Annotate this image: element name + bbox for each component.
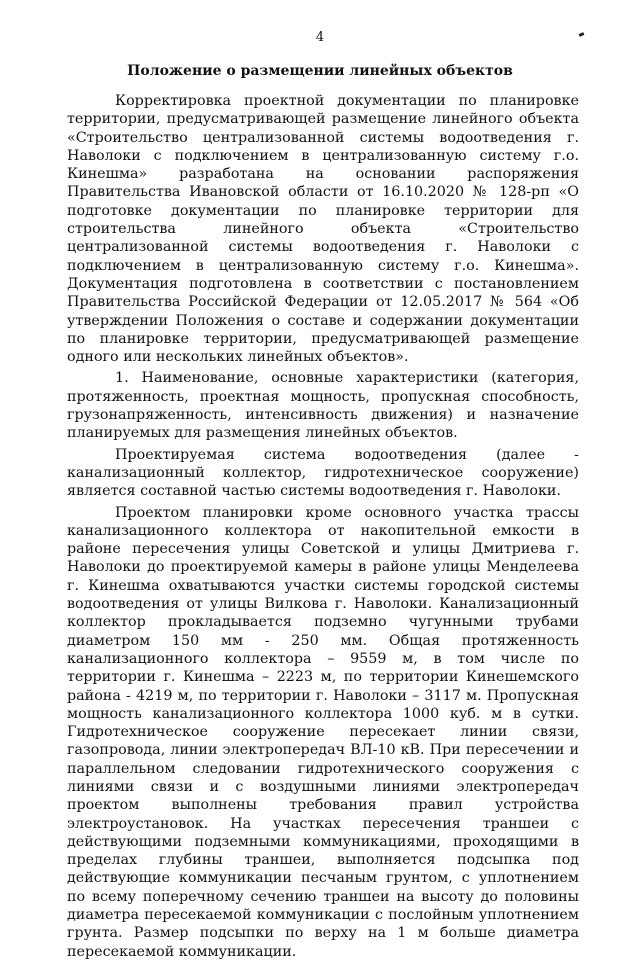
paragraph-item-1: 1. Наименование, основные характеристики (категория, протяженность, проектная мощность, пропускная способность, грузонапряженность, интенсивность движения) и назначение планируемых для размещения линейных объектов.	[67, 370, 579, 442]
paragraph-project: Проектом планировки кроме основного участка трассы канализационного коллектора от накопительной емкости в районе пересечения улицы Советской и улицы Дмитриева г. Наволоки до проектируемой камеры в районе улицы Менделеева г. Кинешма охватываются участки системы городской системы водоотведения от улицы Вилкова г. Наволоки. Канализационный коллектор прокладывается подземно чугунными трубами диаметром 150 мм - 250 мм. Общая протяженность канализационного коллектора – 9559 м, в том числе по территории г. Кинешма – 2223 м, по территории Кинешемского района - 4219 м, по территории г. Наволоки – 3117 м. Пропускная мощность канализационного коллектора 1000 куб. м в сутки. Гидротехническое сооружение пересекает линии связи, газопровода, линии электропередач ВЛ-10 кВ. При пересечении и параллельном следовании гидротехнического сооружения с линиями связи и с воздушными линиями электропередач проектом выполнены требования правил устройства электроустановок. На участках пересечения траншеи с действующими подземными коммуникациями, проходящими в пределах глубины траншеи, выполняется подсыпка под действующие коммуникации песчаным грунтом, с уплотнением по всему поперечному сечению траншеи на высоту до половины диаметра пересекаемой коммуникации с послойным уплотнением грунта. Размер подсыпки по верху на 1 м больше диаметра пересекаемой коммуникации.	[67, 504, 579, 960]
page-number: 4	[315, 30, 325, 45]
paragraph-intro: Корректировка проектной документации по планировке территории, предусматривающей размещение линейного объекта «Строительство централизованной системы водоотведения г. Наволоки с подключением в централизованную систему г.о. Кинешма» разработана на основании распоряжения Правительства Ивановской области от 16.10.2020 № 128-рп «О подготовке документации по планировке территории для строительства линейного объекта «Строительство централизованной системы водоотведения г. Наволоки с подключением в централизованную систему г.о. Кинешма». Документация подготовлена в соответствии с постановлением Правительства Российской Федерации от 12.05.2017 № 564 «Об утверждении Положения о составе и содержании документации по планировке территории, предусматривающей размещение одного или нескольких линейных объектов».	[67, 93, 579, 366]
paragraph-system: Проектируемая система водоотведения (далее - канализационный коллектор, гидротехническое сооружение) является составной частью системы водоотведения г. Наволоки.	[67, 446, 579, 500]
document-body	[67, 92, 579, 961]
section-heading: Положение о размещении линейных объектов	[127, 63, 513, 79]
